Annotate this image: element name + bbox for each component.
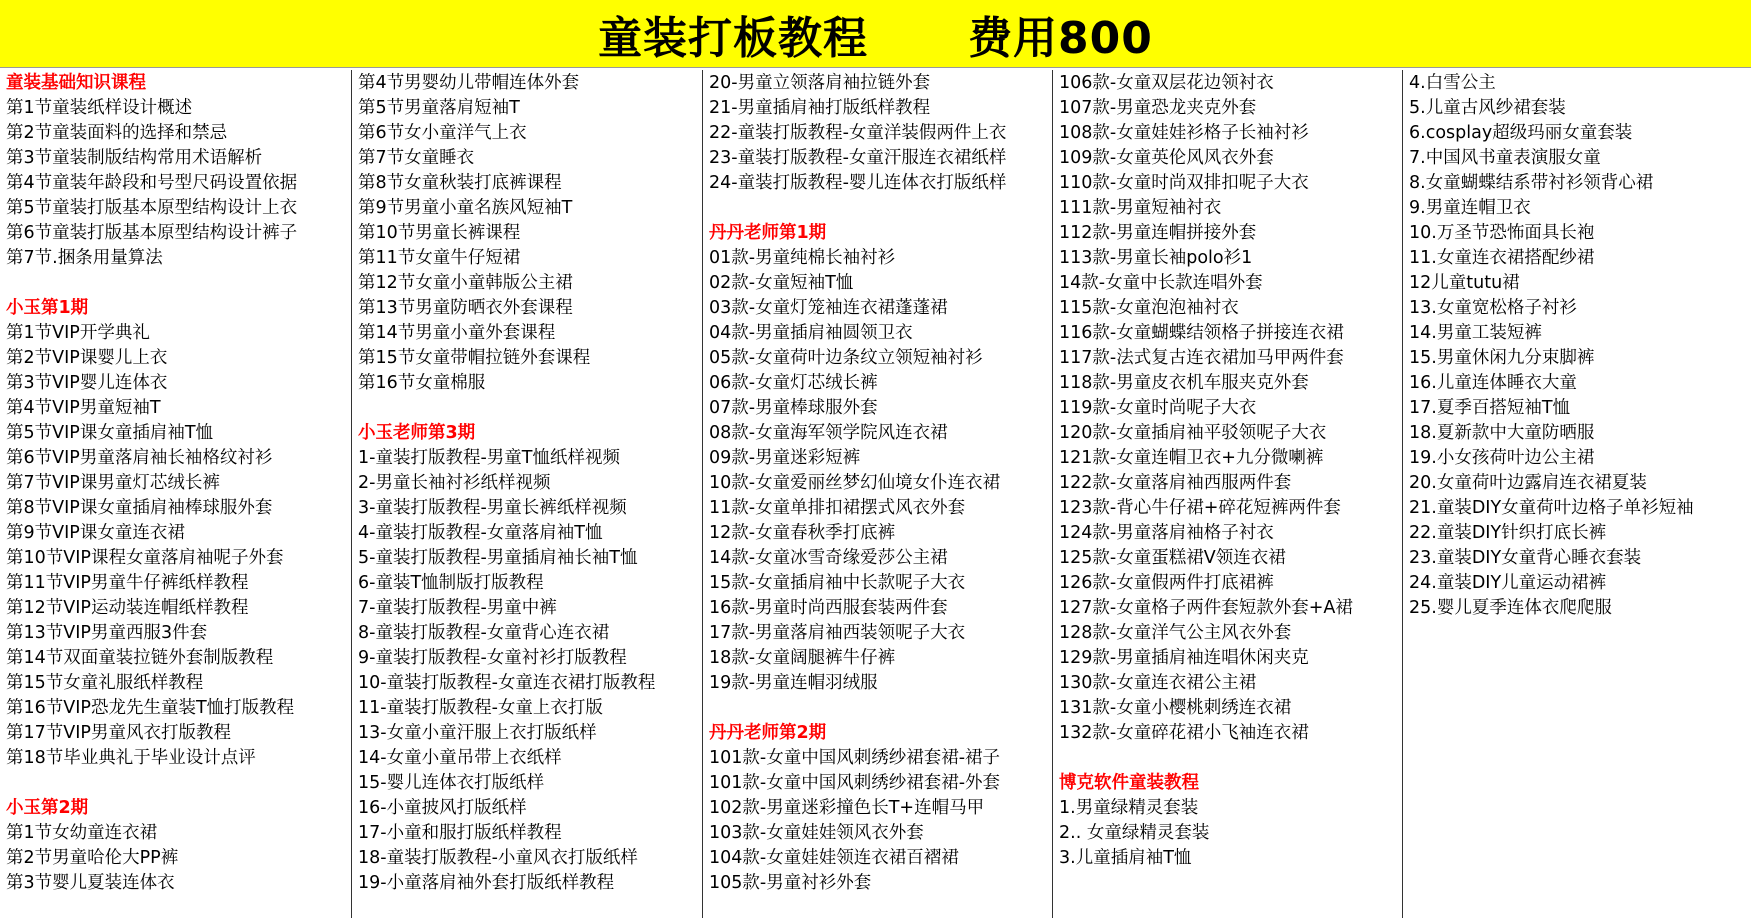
- column-4: [1052, 70, 1402, 918]
- course-item: 21-男童插肩袖打版纸样教程: [709, 98, 931, 118]
- title-bar: [0, 0, 1751, 68]
- course-item: 04款-男童插肩袖圆领卫衣: [709, 323, 913, 343]
- course-item: 119款-女童时尚呢子大衣: [1059, 398, 1257, 418]
- blank-row: [6, 271, 351, 296]
- course-item: 第8节VIP课女童插肩袖棒球服外套: [6, 498, 273, 518]
- course-item: 第11节女童牛仔短裙: [358, 248, 521, 268]
- course-item: 第11节VIP男童牛仔裤纸样教程: [6, 573, 249, 593]
- course-item: 101款-女童中国风刺绣纱裙套裙-裙子: [709, 748, 1001, 768]
- course-item: 第14节男童小童外套课程: [358, 323, 556, 343]
- course-item: 111款-男童短袖衬衣: [1059, 198, 1222, 218]
- course-item: 14.男童工装短裤: [1409, 323, 1542, 343]
- course-item: 第5节男童落肩短袖T: [358, 98, 520, 118]
- course-item: 4-童装打版教程-女童落肩袖T恤: [358, 523, 603, 543]
- course-item: 18款-女童阔腿裤牛仔裤: [709, 648, 896, 668]
- course-item: 11.女童连衣裙搭配纱裙: [1409, 248, 1595, 268]
- course-item: 14款-女童中长款连唱外套: [1059, 273, 1263, 293]
- course-item: 130款-女童连衣裙公主裙: [1059, 673, 1257, 693]
- course-item: 120款-女童插肩袖平驳领呢子大衣: [1059, 423, 1327, 443]
- course-item: 23-童装打版教程-女童汗服连衣裙纸样: [709, 148, 1007, 168]
- course-item: 第3节童装制版结构常用术语解析: [6, 148, 263, 168]
- course-item: 5.儿童古风纱裙套装: [1409, 98, 1566, 118]
- section-heading: 博克软件童装教程: [1059, 773, 1199, 793]
- course-item: 23.童装DIY女童背心睡衣套装: [1409, 548, 1642, 568]
- course-item: 第4节男婴幼儿带帽连体外套: [358, 73, 580, 93]
- section-heading: 丹丹老师第2期: [709, 723, 827, 743]
- course-item: 6.cosplay超级玛丽女童套装: [1409, 123, 1633, 143]
- course-item: 24.童装DIY儿童运动裙裤: [1409, 573, 1607, 593]
- course-item: 121款-女童连帽卫衣+九分微喇裤: [1059, 448, 1324, 468]
- course-item: 第15节女童礼服纸样教程: [6, 673, 204, 693]
- course-item: 第7节.捆条用量算法: [6, 248, 163, 268]
- blank-row: [6, 771, 351, 796]
- course-item: 第2节男童哈伦大PP裤: [6, 848, 179, 868]
- course-item: 09款-男童迷彩短裤: [709, 448, 861, 468]
- course-item: 19.小女孩荷叶边公主裙: [1409, 448, 1595, 468]
- course-item: 9.男童连帽卫衣: [1409, 198, 1531, 218]
- course-item: 第9节男童小童名族风短袖T: [358, 198, 573, 218]
- course-item: 104款-女童娃娃领连衣裙百褶裙: [709, 848, 959, 868]
- course-item: 14款-女童冰雪奇缘爱莎公主裙: [709, 548, 948, 568]
- course-item: 16款-男童时尚西服套装两件套: [709, 598, 948, 618]
- course-item: 116款-女童蝴蝶结领格子拼接连衣裙: [1059, 323, 1344, 343]
- course-item: 第7节女童睡衣: [358, 148, 475, 168]
- column-5: [1402, 70, 1751, 918]
- course-item: 第12节女童小童韩版公主裙: [358, 273, 573, 293]
- course-item: 第6节女小童洋气上衣: [358, 123, 527, 143]
- course-item: 第13节VIP男童西服3件套: [6, 623, 208, 643]
- course-item: 126款-女童假两件打底裙裤: [1059, 573, 1274, 593]
- course-item: 113款-男童长袖polo衫1: [1059, 248, 1253, 268]
- course-item: 13-女童小童汗服上衣打版纸样: [358, 723, 597, 743]
- course-item: 24-童装打版教程-婴儿连体衣打版纸样: [709, 173, 1007, 193]
- section-heading: 小玉第2期: [6, 798, 89, 818]
- course-item: 17款-男童落肩袖西装领呢子大衣: [709, 623, 966, 643]
- course-item: 131款-女童小樱桃刺绣连衣裙: [1059, 698, 1292, 718]
- course-item: 2-男童长袖衬衫纸样视频: [358, 473, 551, 493]
- course-item: 第13节男童防晒衣外套课程: [358, 298, 573, 318]
- course-item: 22.童装DIY针织打底长裤: [1409, 523, 1607, 543]
- course-item: 102款-男童迷彩撞色长T+连帽马甲: [709, 798, 985, 818]
- course-item: 132款-女童碎花裙小飞袖连衣裙: [1059, 723, 1309, 743]
- blank-row: [709, 196, 1052, 221]
- course-item: 25.婴儿夏季连体衣爬爬服: [1409, 598, 1612, 618]
- course-item: 06款-女童灯芯绒长裤: [709, 373, 878, 393]
- course-item: 15.男童休闲九分束脚裤: [1409, 348, 1595, 368]
- course-item: 14-女童小童吊带上衣纸样: [358, 748, 562, 768]
- column-2: [351, 70, 702, 918]
- course-item: 16.儿童连体睡衣大童: [1409, 373, 1577, 393]
- section-heading: 丹丹老师第1期: [709, 223, 827, 243]
- course-item: 21.童装DIY女童荷叶边格子单衫短袖: [1409, 498, 1694, 518]
- course-item: 127款-女童格子两件套短款外套+A裙: [1059, 598, 1353, 618]
- course-item: 105款-男童衬衫外套: [709, 873, 872, 893]
- course-item: 10-童装打版教程-女童连衣裙打版教程: [358, 673, 656, 693]
- course-item: 第18节毕业典礼于毕业设计点评: [6, 748, 256, 768]
- course-item: 13.女童宽松格子衬衫: [1409, 298, 1577, 318]
- course-item: 9-童装打版教程-女童衬衫打版教程: [358, 648, 627, 668]
- course-item: 第1节VIP开学典礼: [6, 323, 150, 343]
- course-item: 第4节童装年龄段和号型尺码设置依据: [6, 173, 298, 193]
- course-item: 第2节VIP课婴儿上衣: [6, 348, 168, 368]
- course-item: 第1节女幼童连衣裙: [6, 823, 158, 843]
- course-item: 8-童装打版教程-女童背心连衣裙: [358, 623, 610, 643]
- course-item: 19款-男童连帽羽绒服: [709, 673, 878, 693]
- course-item: 3.儿童插肩袖T恤: [1059, 848, 1192, 868]
- course-item: 第15节女童带帽拉链外套课程: [358, 348, 591, 368]
- course-item: 18.夏新款中大童防晒服: [1409, 423, 1595, 443]
- blank-row: [358, 396, 702, 421]
- course-item: 18-童装打版教程-小童风衣打版纸样: [358, 848, 638, 868]
- course-item: 第1节童装纸样设计概述: [6, 98, 193, 118]
- course-item: 03款-女童灯笼袖连衣裙蓬蓬裙: [709, 298, 948, 318]
- course-item: 05款-女童荷叶边条纹立领短袖衬衫: [709, 348, 983, 368]
- course-item: 第9节VIP课女童连衣裙: [6, 523, 185, 543]
- course-item: 12款-女童春秋季打底裤: [709, 523, 896, 543]
- column-3: [702, 70, 1052, 918]
- course-item: 17.夏季百搭短袖T恤: [1409, 398, 1571, 418]
- course-item: 20.女童荷叶边露肩连衣裙夏装: [1409, 473, 1647, 493]
- section-heading: 小玉第1期: [6, 298, 89, 318]
- course-item: 8.女童蝴蝶结系带衬衫领背心裙: [1409, 173, 1654, 193]
- course-item: 07款-男童棒球服外套: [709, 398, 878, 418]
- course-item: 19-小童落肩袖外套打版纸样教程: [358, 873, 615, 893]
- course-item: 第6节VIP男童落肩袖长袖格纹衬衫: [6, 448, 273, 468]
- course-item: 第8节女童秋装打底裤课程: [358, 173, 562, 193]
- course-title: 童装打板教程: [598, 12, 869, 64]
- course-item: 第17节VIP男童风衣打版教程: [6, 723, 231, 743]
- course-item: 128款-女童洋气公主风衣外套: [1059, 623, 1292, 643]
- course-item: 第16节女童棉服: [358, 373, 486, 393]
- course-item: 11-童装打版教程-女童上衣打版: [358, 698, 603, 718]
- course-item: 2.. 女童绿精灵套装: [1059, 823, 1210, 843]
- blank-row: [709, 696, 1052, 721]
- course-item: 22-童装打版教程-女童洋装假两件上衣: [709, 123, 1007, 143]
- course-item: 10款-女童爱丽丝梦幻仙境女仆连衣裙: [709, 473, 1001, 493]
- course-item: 12儿童tutu裙: [1409, 273, 1520, 293]
- course-item: 02款-女童短袖T恤: [709, 273, 854, 293]
- course-item: 123款-背心牛仔裙+碎花短裤两件套: [1059, 498, 1341, 518]
- course-item: 118款-男童皮衣机车服夹克外套: [1059, 373, 1309, 393]
- course-item: 第7节VIP课男童灯芯绒长裤: [6, 473, 220, 493]
- course-item: 5-童装打版教程-男童插肩袖长袖T恤: [358, 548, 638, 568]
- section-heading: 小玉老师第3期: [358, 423, 476, 443]
- blank-row: [1059, 746, 1402, 771]
- course-item: 1.男童绿精灵套装: [1059, 798, 1199, 818]
- course-item: 7.中国风书童表演服女童: [1409, 148, 1601, 168]
- course-item: 第10节男童长裤课程: [358, 223, 521, 243]
- course-item: 第3节婴儿夏装连体衣: [6, 873, 175, 893]
- course-item: 15款-女童插肩袖中长款呢子大衣: [709, 573, 966, 593]
- course-item: 4.白雪公主: [1409, 73, 1496, 93]
- section-heading: 童装基础知识课程: [6, 73, 146, 93]
- course-item: 117款-法式复古连衣裙加马甲两件套: [1059, 348, 1344, 368]
- course-item: 101款-女童中国风刺绣纱裙套裙-外套: [709, 773, 1001, 793]
- course-item: 第16节VIP恐龙先生童装T恤打版教程: [6, 698, 295, 718]
- column-1: [0, 70, 351, 918]
- course-item: 1-童装打版教程-男童T恤纸样视频: [358, 448, 620, 468]
- course-item: 第12节VIP运动装连帽纸样教程: [6, 598, 249, 618]
- course-item: 125款-女童蛋糕裙V领连衣裙: [1059, 548, 1286, 568]
- course-item: 第2节童装面料的选择和禁忌: [6, 123, 228, 143]
- course-item: 第10节VIP课程女童落肩袖呢子外套: [6, 548, 284, 568]
- course-item: 17-小童和服打版纸样教程: [358, 823, 562, 843]
- course-item: 103款-女童娃娃领风衣外套: [709, 823, 924, 843]
- course-item: 6-童装T恤制版打版教程: [358, 573, 544, 593]
- course-item: 08款-女童海军领学院风连衣裙: [709, 423, 948, 443]
- course-item: 第4节VIP男童短袖T: [6, 398, 161, 418]
- course-item: 16-小童披风打版纸样: [358, 798, 527, 818]
- course-item: 110款-女童时尚双排扣呢子大衣: [1059, 173, 1309, 193]
- course-item: 20-男童立领落肩袖拉链外套: [709, 73, 931, 93]
- course-item: 第5节VIP课女童插肩袖T恤: [6, 423, 214, 443]
- course-item: 107款-男童恐龙夹克外套: [1059, 98, 1257, 118]
- course-item: 106款-女童双层花边领衬衣: [1059, 73, 1274, 93]
- course-item: 122款-女童落肩袖西服两件套: [1059, 473, 1292, 493]
- course-price: 费用800: [968, 12, 1153, 64]
- course-item: 124款-男童落肩袖格子衬衣: [1059, 523, 1274, 543]
- course-item: 第5节童装打版基本原型结构设计上衣: [6, 198, 298, 218]
- course-item: 15-婴儿连体衣打版纸样: [358, 773, 545, 793]
- course-item: 109款-女童英伦风风衣外套: [1059, 148, 1274, 168]
- course-item: 115款-女童泡泡袖衬衣: [1059, 298, 1239, 318]
- course-item: 108款-女童娃娃衫格子长袖衬衫: [1059, 123, 1309, 143]
- course-item: 01款-男童纯棉长袖衬衫: [709, 248, 896, 268]
- course-item: 7-童装打版教程-男童中裤: [358, 598, 557, 618]
- course-item: 3-童装打版教程-男童长裤纸样视频: [358, 498, 627, 518]
- course-columns: [0, 70, 1751, 918]
- course-item: 10.万圣节恐怖面具长袍: [1409, 223, 1595, 243]
- course-item: 第14节双面童装拉链外套制版教程: [6, 648, 274, 668]
- course-item: 11款-女童单排扣裙摆式风衣外套: [709, 498, 966, 518]
- course-item: 129款-男童插肩袖连唱休闲夹克: [1059, 648, 1309, 668]
- course-item: 第6节童装打版基本原型结构设计裤子: [6, 223, 298, 243]
- course-item: 112款-男童连帽拼接外套: [1059, 223, 1257, 243]
- course-item: 第3节VIP婴儿连体衣: [6, 373, 168, 393]
